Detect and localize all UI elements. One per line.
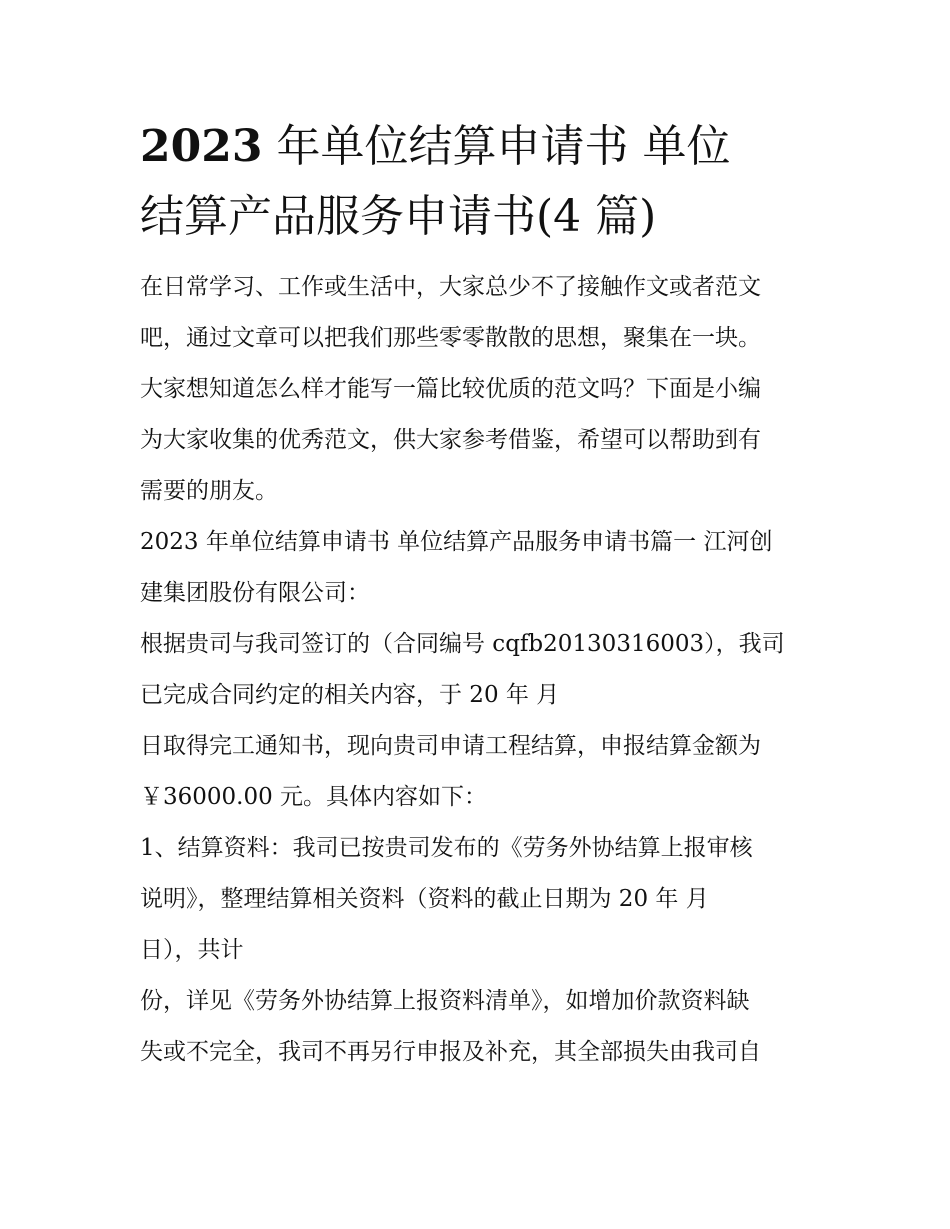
body-line: 2023 年单位结算申请书 单位结算产品服务申请书篇一 江河创 (140, 529, 773, 555)
body-line: 在日常学习、工作或生活中，大家总少不了接触作文或者范文 (140, 274, 761, 300)
document-content (140, 112, 820, 1078)
body-line: 日取得完工通知书，现向贵司申请工程结算，申报结算金额为 (140, 733, 761, 759)
body-line: 建集团股份有限公司： (140, 580, 370, 606)
body-line: 吧，通过文章可以把我们那些零零散散的思想，聚集在一块。 (140, 325, 761, 351)
body-line: 说明》，整理结算相关资料（资料的截止日期为 20 年 月 (140, 886, 709, 912)
body-line: 根据贵司与我司签订的（合同编号 cqfb20130316003），我司 (140, 631, 785, 657)
body-line: 日），共计 (140, 937, 244, 963)
title-line-1: 年单位结算申请书 单位 (262, 121, 731, 172)
body-line: ￥36000.00 元。具体内容如下： (140, 784, 488, 810)
body-line: 需要的朋友。 (140, 478, 278, 504)
body-line: 大家想知道怎么样才能写一篇比较优质的范文吗？下面是小编 (140, 376, 761, 402)
body-line: 为大家收集的优秀范文，供大家参考借鉴，希望可以帮助到有 (140, 427, 761, 453)
body-line: 失或不完全，我司不再另行申报及补充，其全部损失由我司自 (140, 1039, 761, 1065)
body-line: 已完成合同约定的相关内容，于 20 年 月 (140, 682, 560, 708)
body-line: 1、结算资料：我司已按贵司发布的《劳务外协结算上报审核 (140, 835, 753, 861)
title-year: 2023 (140, 121, 263, 172)
document-title (140, 112, 820, 252)
title-line-2: 结算产品服务申请书(4 篇) (140, 191, 657, 242)
body-line: 份，详见《劳务外协结算上报资料清单》，如增加价款资料缺 (140, 988, 750, 1014)
